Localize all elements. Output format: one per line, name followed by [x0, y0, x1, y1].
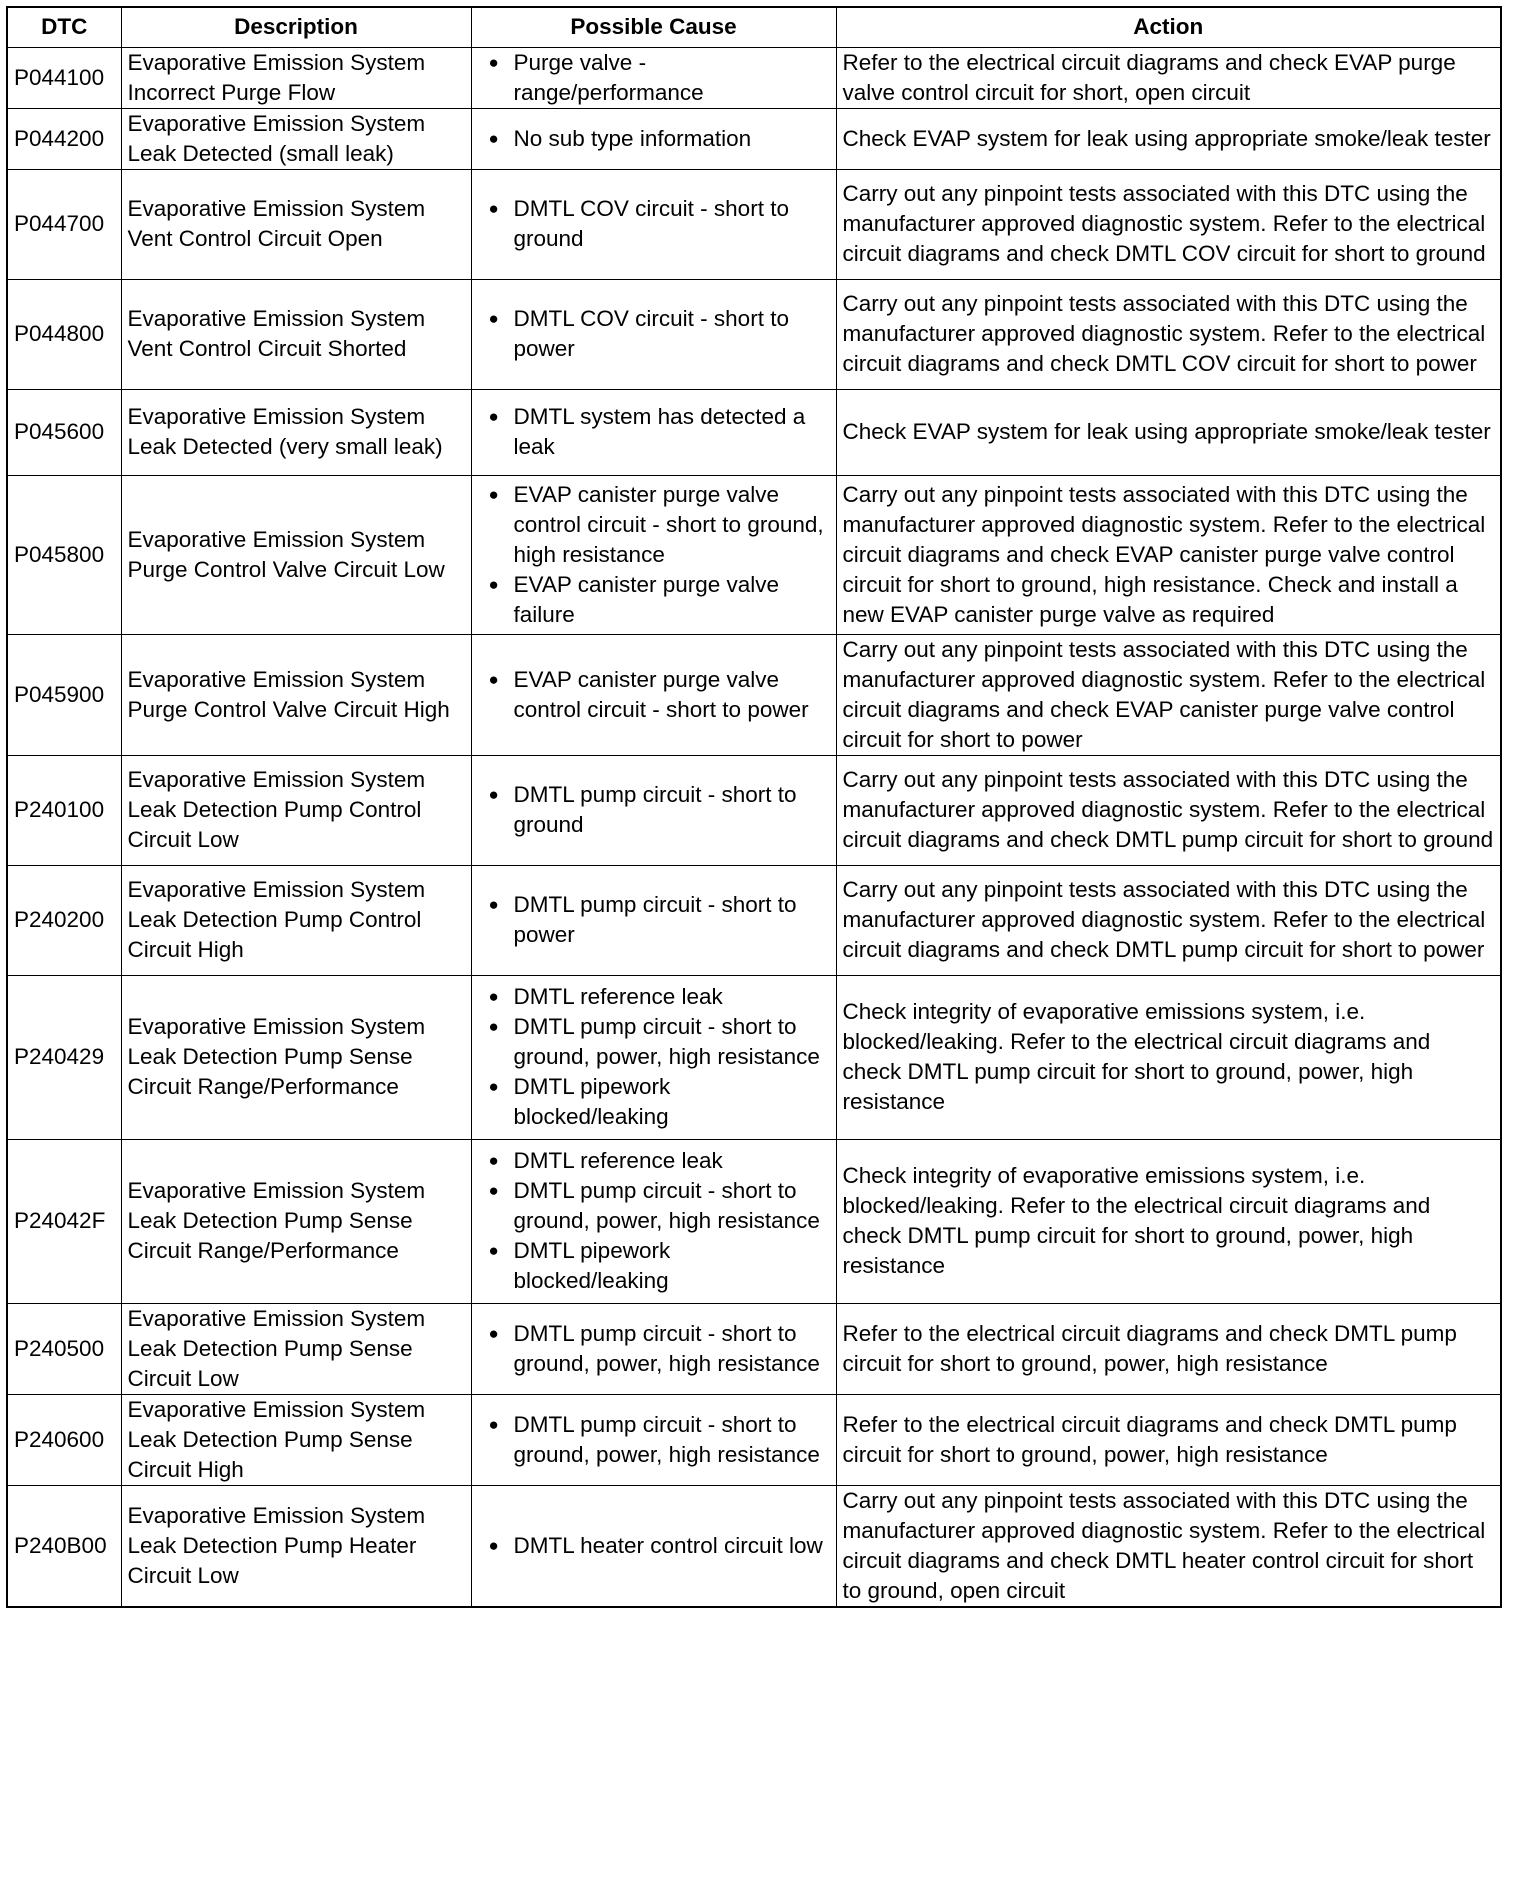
dtc-description: Evaporative Emission System Purge Control Valve Circuit High [121, 634, 471, 755]
possible-cause-list [478, 1531, 831, 1561]
table-body [7, 47, 1501, 1607]
possible-cause-cell [471, 1303, 836, 1394]
possible-cause-item: ● Purge valve - range/performance [478, 48, 831, 108]
possible-cause-list [478, 304, 831, 364]
dtc-code: P240429 [7, 975, 121, 1139]
dtc-action: Check EVAP system for leak using appropriate smoke/leak tester [836, 389, 1501, 475]
table-row [7, 389, 1501, 475]
header-description: Description [121, 7, 471, 47]
dtc-description: Evaporative Emission System Leak Detected (small leak) [121, 108, 471, 169]
possible-cause-cell [471, 169, 836, 279]
dtc-description: Evaporative Emission System Vent Control Circuit Shorted [121, 279, 471, 389]
possible-cause-list [478, 1146, 831, 1296]
dtc-description: Evaporative Emission System Incorrect Purge Flow [121, 47, 471, 108]
possible-cause-cell [471, 634, 836, 755]
dtc-description: Evaporative Emission System Leak Detection Pump Control Circuit Low [121, 755, 471, 865]
possible-cause-item: ● DMTL pump circuit - short to ground, power, high resistance [478, 1012, 831, 1072]
dtc-table [6, 6, 1502, 1608]
possible-cause-cell [471, 47, 836, 108]
dtc-code: P044800 [7, 279, 121, 389]
dtc-action: Carry out any pinpoint tests associated with this DTC using the manufacturer approved diagnostic system. Refer to the electrical circuit diagrams and check EVAP canister purge valve control circuit for short to power [836, 634, 1501, 755]
possible-cause-item: ● DMTL heater control circuit low [478, 1531, 831, 1561]
dtc-code: P044700 [7, 169, 121, 279]
possible-cause-cell [471, 279, 836, 389]
possible-cause-list [478, 402, 831, 462]
possible-cause-list [478, 1410, 831, 1470]
dtc-code: P240200 [7, 865, 121, 975]
possible-cause-cell [471, 108, 836, 169]
possible-cause-list [478, 48, 831, 108]
dtc-code: P240B00 [7, 1485, 121, 1607]
possible-cause-item: ● DMTL pump circuit - short to power [478, 890, 831, 950]
header-dtc: DTC [7, 7, 121, 47]
dtc-code: P044200 [7, 108, 121, 169]
possible-cause-item: ● DMTL COV circuit - short to ground [478, 194, 831, 254]
dtc-code: P044100 [7, 47, 121, 108]
table-header [7, 7, 1501, 47]
dtc-description: Evaporative Emission System Vent Control Circuit Open [121, 169, 471, 279]
possible-cause-list [478, 124, 831, 154]
possible-cause-cell [471, 865, 836, 975]
dtc-code: P240600 [7, 1394, 121, 1485]
dtc-description: Evaporative Emission System Leak Detected (very small leak) [121, 389, 471, 475]
table-row [7, 1303, 1501, 1394]
dtc-code: P045900 [7, 634, 121, 755]
dtc-action: Refer to the electrical circuit diagrams and check DMTL pump circuit for short to ground, power, high resistance [836, 1394, 1501, 1485]
possible-cause-item: ● DMTL system has detected a leak [478, 402, 831, 462]
dtc-code: P045800 [7, 475, 121, 634]
possible-cause-list [478, 780, 831, 840]
possible-cause-item: ● DMTL pump circuit - short to ground, power, high resistance [478, 1410, 831, 1470]
dtc-description: Evaporative Emission System Leak Detection Pump Control Circuit High [121, 865, 471, 975]
dtc-description: Evaporative Emission System Purge Control Valve Circuit Low [121, 475, 471, 634]
possible-cause-cell [471, 1394, 836, 1485]
dtc-action: Check integrity of evaporative emissions system, i.e. blocked/leaking. Refer to the electrical circuit diagrams and check DMTL pump circuit for short to ground, power, high resistance [836, 1139, 1501, 1303]
dtc-code: P24042F [7, 1139, 121, 1303]
dtc-action: Carry out any pinpoint tests associated with this DTC using the manufacturer approved diagnostic system. Refer to the electrical circuit diagrams and check DMTL COV circuit for short to ground [836, 169, 1501, 279]
possible-cause-item: ● DMTL pump circuit - short to ground [478, 780, 831, 840]
dtc-action: Refer to the electrical circuit diagrams and check DMTL pump circuit for short to ground, power, high resistance [836, 1303, 1501, 1394]
possible-cause-item: ● DMTL pump circuit - short to ground, power, high resistance [478, 1319, 831, 1379]
table-row [7, 975, 1501, 1139]
possible-cause-item: ● DMTL COV circuit - short to power [478, 304, 831, 364]
possible-cause-item: ● DMTL pipework blocked/leaking [478, 1072, 831, 1132]
possible-cause-item: ● DMTL reference leak [478, 1146, 831, 1176]
table-row [7, 108, 1501, 169]
table-row [7, 47, 1501, 108]
table-row [7, 1139, 1501, 1303]
dtc-action: Check integrity of evaporative emissions system, i.e. blocked/leaking. Refer to the electrical circuit diagrams and check DMTL pump circuit for short to ground, power, high resistance [836, 975, 1501, 1139]
dtc-code: P045600 [7, 389, 121, 475]
possible-cause-cell [471, 975, 836, 1139]
table-row [7, 1394, 1501, 1485]
possible-cause-item: ● EVAP canister purge valve control circuit - short to power [478, 665, 831, 725]
dtc-description: Evaporative Emission System Leak Detection Pump Sense Circuit Range/Performance [121, 1139, 471, 1303]
table-row [7, 865, 1501, 975]
dtc-action: Check EVAP system for leak using appropriate smoke/leak tester [836, 108, 1501, 169]
table-row [7, 169, 1501, 279]
dtc-description: Evaporative Emission System Leak Detection Pump Sense Circuit Low [121, 1303, 471, 1394]
possible-cause-item: ● DMTL pump circuit - short to ground, power, high resistance [478, 1176, 831, 1236]
dtc-action: Carry out any pinpoint tests associated with this DTC using the manufacturer approved diagnostic system. Refer to the electrical circuit diagrams and check EVAP canister purge valve control circuit for short to ground, high resistance. Check and install a new EVAP canister purge valve as required [836, 475, 1501, 634]
table-row [7, 279, 1501, 389]
table-row [7, 755, 1501, 865]
possible-cause-list [478, 194, 831, 254]
table-row [7, 1485, 1501, 1607]
possible-cause-cell [471, 755, 836, 865]
possible-cause-list [478, 480, 831, 630]
dtc-action: Carry out any pinpoint tests associated with this DTC using the manufacturer approved diagnostic system. Refer to the electrical circuit diagrams and check DMTL heater control circuit for short to ground, open circuit [836, 1485, 1501, 1607]
possible-cause-cell [471, 1139, 836, 1303]
table-row [7, 475, 1501, 634]
possible-cause-item: ● No sub type information [478, 124, 831, 154]
header-action: Action [836, 7, 1501, 47]
dtc-action: Carry out any pinpoint tests associated with this DTC using the manufacturer approved diagnostic system. Refer to the electrical circuit diagrams and check DMTL pump circuit for short to ground [836, 755, 1501, 865]
dtc-code: P240100 [7, 755, 121, 865]
possible-cause-list [478, 665, 831, 725]
possible-cause-list [478, 1319, 831, 1379]
possible-cause-cell [471, 389, 836, 475]
possible-cause-cell [471, 1485, 836, 1607]
possible-cause-item: ● DMTL reference leak [478, 982, 831, 1012]
dtc-description: Evaporative Emission System Leak Detection Pump Sense Circuit High [121, 1394, 471, 1485]
header-row [7, 7, 1501, 47]
possible-cause-list [478, 890, 831, 950]
dtc-action: Carry out any pinpoint tests associated with this DTC using the manufacturer approved diagnostic system. Refer to the electrical circuit diagrams and check DMTL pump circuit for short to power [836, 865, 1501, 975]
dtc-description: Evaporative Emission System Leak Detection Pump Heater Circuit Low [121, 1485, 471, 1607]
possible-cause-list [478, 982, 831, 1132]
possible-cause-item: ● DMTL pipework blocked/leaking [478, 1236, 831, 1296]
dtc-code: P240500 [7, 1303, 121, 1394]
possible-cause-cell [471, 475, 836, 634]
possible-cause-item: ● EVAP canister purge valve control circuit - short to ground, high resistance [478, 480, 831, 570]
dtc-action: Carry out any pinpoint tests associated with this DTC using the manufacturer approved diagnostic system. Refer to the electrical circuit diagrams and check DMTL COV circuit for short to power [836, 279, 1501, 389]
dtc-action: Refer to the electrical circuit diagrams and check EVAP purge valve control circuit for short, open circuit [836, 47, 1501, 108]
dtc-description: Evaporative Emission System Leak Detection Pump Sense Circuit Range/Performance [121, 975, 471, 1139]
header-possible-cause: Possible Cause [471, 7, 836, 47]
table-row [7, 634, 1501, 755]
possible-cause-item: ● EVAP canister purge valve failure [478, 570, 831, 630]
